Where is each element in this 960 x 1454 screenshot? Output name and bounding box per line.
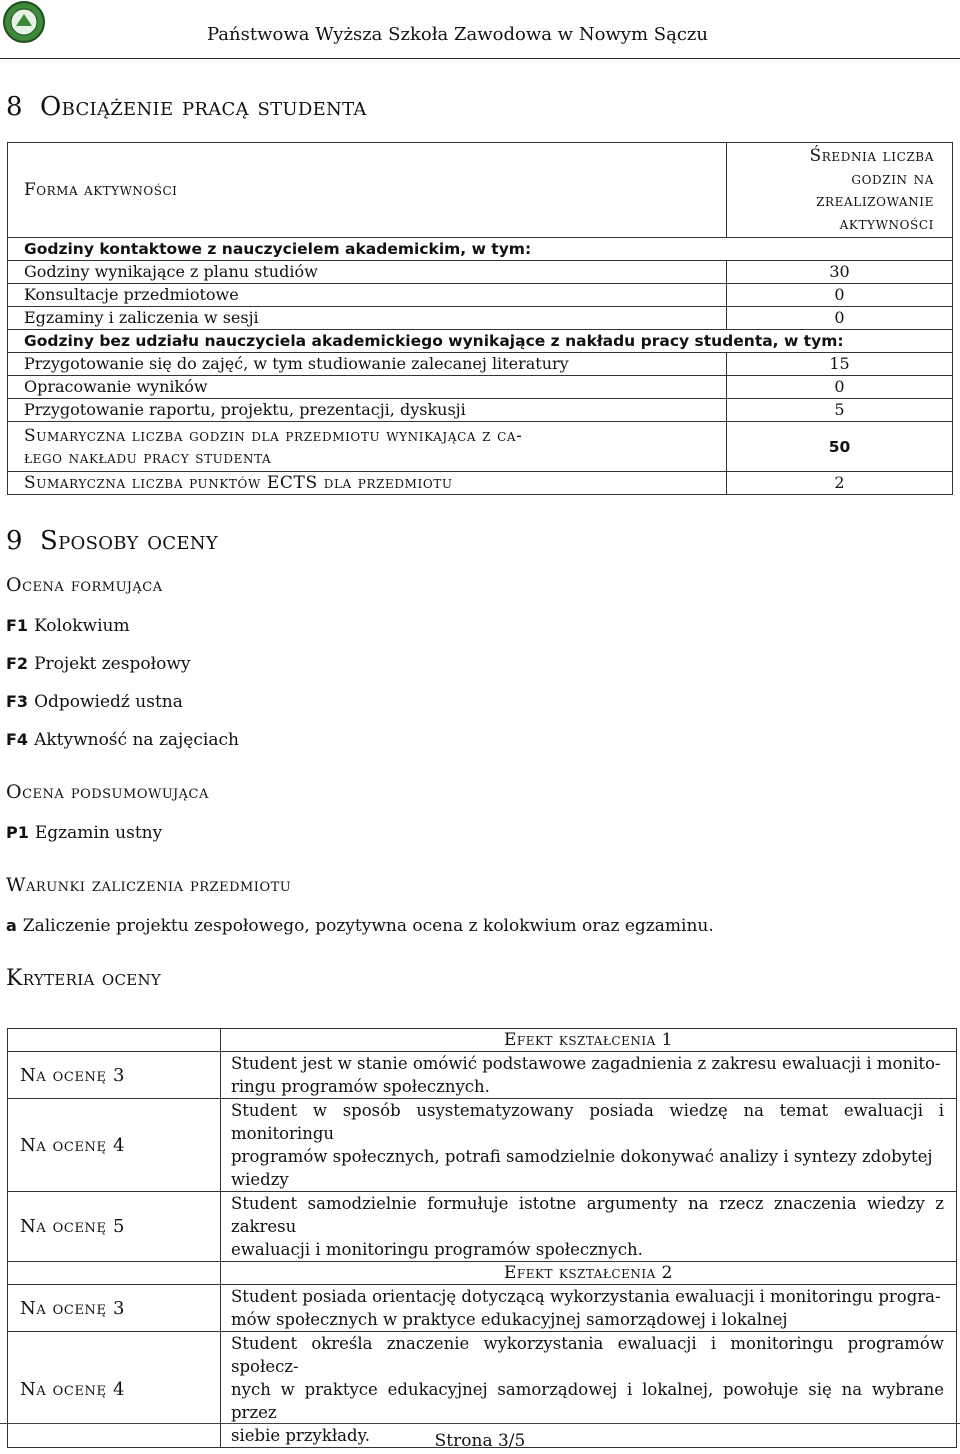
effect-1-title: Efekt kształcenia 1 <box>221 1029 957 1052</box>
total-hours-label-line: łego nakładu pracy studenta <box>24 448 272 468</box>
self-study-header: Godziny bez udziału nauczyciela akademickiego wynikające z nakładu pracy studenta, w tym: <box>8 330 953 353</box>
effect-2-title: Efekt kształcenia 2 <box>221 1262 957 1285</box>
list-item <box>6 654 191 674</box>
total-hours-label-line: Sumaryczna liczba godzin dla przedmiotu wynikająca z ca- <box>24 426 523 446</box>
section-number: 9 <box>6 526 23 556</box>
row-value: 0 <box>727 307 953 330</box>
ects-label: Sumaryczna liczba punktów ECTS dla przedmiotu <box>8 472 727 495</box>
grade-label: Na ocenę 4 <box>8 1332 221 1448</box>
table-row <box>8 307 953 330</box>
item-text: Zaliczenie projektu zespołowego, pozytywna ocena z kolokwium oraz egzaminu. <box>22 916 714 936</box>
item-text: Odpowiedź ustna <box>34 692 183 712</box>
col-header-hours-line: aktywności <box>839 213 934 234</box>
description-line: Student posiada orientację dotyczącą wykorzystania ewaluacji i monitoringu progra- <box>231 1287 941 1306</box>
university-seal-icon <box>2 0 46 44</box>
grade-cell-empty <box>8 1029 221 1052</box>
col-header-hours-line: zrealizowanie <box>816 191 934 211</box>
table-row <box>8 330 953 353</box>
row-value: 30 <box>727 261 953 284</box>
grade-description <box>221 1052 957 1099</box>
section-8-heading <box>6 92 367 122</box>
table-row <box>8 284 953 307</box>
table-row <box>8 376 953 399</box>
formative-heading: Ocena formująca <box>6 574 163 596</box>
description-line: nych w praktyce edukacyjnej samorządowej i lokalnej, powołuje się na wybrane przez <box>231 1380 944 1422</box>
ects-row <box>8 472 953 495</box>
table-row <box>8 261 953 284</box>
description-line: Student jest w stanie omówić podstawowe zagadnienia z zakresu ewaluacji i monito- <box>231 1054 941 1073</box>
grade-cell-empty <box>8 1262 221 1285</box>
section-number: 8 <box>6 92 23 122</box>
effect-header-row <box>8 1262 957 1285</box>
workload-table <box>7 142 953 495</box>
criteria-row <box>8 1192 957 1262</box>
grade-label: Na ocenę 3 <box>8 1285 221 1332</box>
contact-hours-header: Godziny kontaktowe z nauczycielem akademickim, w tym: <box>8 238 953 261</box>
grade-label: Na ocenę 5 <box>8 1192 221 1262</box>
row-value: 0 <box>727 284 953 307</box>
total-hours-value: 50 <box>727 422 953 472</box>
table-row <box>8 399 953 422</box>
description-line: Student samodzielnie formułuje istotne argumenty na rzecz znaczenia wiedzy z zakresu <box>231 1194 944 1236</box>
criteria-heading: Kryteria oceny <box>6 966 162 991</box>
item-code: P1 <box>6 823 29 842</box>
description-line: ewaluacji i monitoringu programów społecznych. <box>231 1240 643 1259</box>
table-row <box>8 238 953 261</box>
item-text: Aktywność na zajęciach <box>34 730 239 750</box>
description-line: siebie przykłady. <box>231 1426 370 1445</box>
section-title: Obciążenie pracą studenta <box>39 92 367 122</box>
list-item <box>6 616 130 636</box>
list-item <box>6 916 714 936</box>
row-value: 0 <box>727 376 953 399</box>
col-header-hours-line: godzin na <box>851 168 934 189</box>
item-code: F1 <box>6 616 29 635</box>
row-label: Godziny wynikające z planu studiów <box>8 261 727 284</box>
table-row <box>8 353 953 376</box>
summative-heading: Ocena podsumowująca <box>6 781 209 803</box>
section-9-heading <box>6 526 218 556</box>
description-line: Student w sposób usystematyzowany posiada wiedzę na temat ewaluacji i monitoringu <box>231 1101 944 1143</box>
grade-description <box>221 1192 957 1262</box>
item-code: F4 <box>6 730 29 749</box>
total-hours-row <box>8 422 953 472</box>
table-header-row <box>8 143 953 238</box>
list-item <box>6 730 239 750</box>
row-label: Przygotowanie raportu, projektu, prezentacji, dyskusji <box>8 399 727 422</box>
header-divider <box>0 58 960 59</box>
description-line: wiedzy <box>231 1170 289 1189</box>
row-label: Opracowanie wyników <box>8 376 727 399</box>
row-label: Egzaminy i zaliczenia w sesji <box>8 307 727 330</box>
list-item <box>6 823 162 843</box>
item-code: F3 <box>6 692 29 711</box>
col-header-form: Forma aktywności <box>8 143 727 238</box>
description-line: mów społecznych w praktyce edukacyjnej samorządowej i lokalnej <box>231 1310 788 1329</box>
section-title: Sposoby oceny <box>39 526 219 556</box>
item-code: a <box>6 916 17 935</box>
row-value: 15 <box>727 353 953 376</box>
row-label: Konsultacje przedmiotowe <box>8 284 727 307</box>
footer-divider <box>0 1423 960 1424</box>
item-text: Egzamin ustny <box>34 823 163 843</box>
item-text: Kolokwium <box>34 616 130 636</box>
criteria-row <box>8 1285 957 1332</box>
ects-value: 2 <box>727 472 953 495</box>
description-line: programów społecznych, potrafi samodzielnie dokonywać analizy i syntezy zdobytej <box>231 1147 933 1166</box>
grading-criteria-table <box>7 1028 957 1448</box>
total-hours-label <box>8 422 727 472</box>
grade-description <box>221 1285 957 1332</box>
grade-label: Na ocenę 3 <box>8 1052 221 1099</box>
row-value: 5 <box>727 399 953 422</box>
criteria-row <box>8 1052 957 1099</box>
col-header-hours <box>727 143 953 238</box>
grade-description <box>221 1099 957 1192</box>
grade-label: Na ocenę 4 <box>8 1099 221 1192</box>
row-label: Przygotowanie się do zajęć, w tym studiowanie zalecanej literatury <box>8 353 727 376</box>
description-line: ringu programów społecznych. <box>231 1077 490 1096</box>
institution-name: Państwowa Wyższa Szkoła Zawodowa w Nowym Sączu <box>207 24 708 45</box>
conditions-heading: Warunki zaliczenia przedmiotu <box>6 874 292 896</box>
criteria-row <box>8 1099 957 1192</box>
page-number: Strona 3/5 <box>434 1431 526 1451</box>
effect-header-row <box>8 1029 957 1052</box>
list-item <box>6 692 183 712</box>
description-line: Student określa znaczenie wykorzystania ewaluacji i monitoringu programów społecz- <box>231 1334 944 1376</box>
col-header-hours-line: Średnia liczba <box>809 146 934 166</box>
item-text: Projekt zespołowy <box>34 654 191 674</box>
item-code: F2 <box>6 654 29 673</box>
